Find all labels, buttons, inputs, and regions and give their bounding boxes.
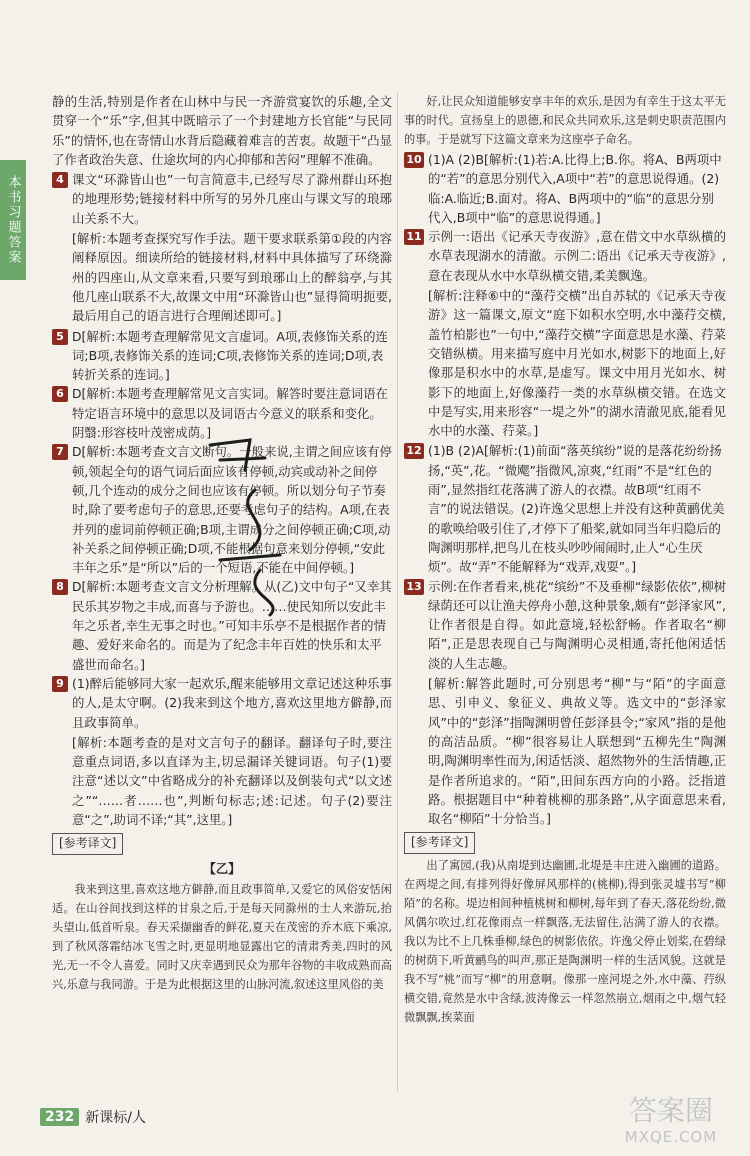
- answer-text: (1)B (2)A[解析:(1)前面“落英缤纷”说的是落花纷纷扬扬,“英”,花。“微飔”指微风,凉爽,“红雨”不是“红色的雨”,显然指红花落满了游人的衣襟。故B项“红雨不言”的说法错误。(2)许逸父思想上并没有这种黄鹂优美的歌唤给吸引住了,才停下了船桨,就如同当年归隐后的陶渊明那样,把鸟儿在枝头吵吵闹闹时,止人“心生厌烦”。故“弄”不能解释为“戏弄,戏耍”。]: [428, 443, 725, 575]
- page-footer: [40, 1107, 146, 1127]
- analysis-text: [解析:注释⑥中的“藻荇交横”出自苏轼的《记承天寺夜游》这一篇课文,原文“庭下如积水空明,水中藻荇交横,盖竹柏影也”一句中,“藻荇交横”字面意思是水藻、荇菜交错纵横。用来描写庭中月光如水,树影下的地面上,好像那是积水中的水草,是虚写。课文中用月光如水、树影下的地面上,好像藻荇一类的水草纵横交错。在选文中是写实,用来形容“一堤之外”的湖水清澈见底,能看见水中的水藻、荇菜。]: [428, 288, 726, 439]
- translation-continued: 好,让民众知道能够安享丰年的欢乐,是因为有幸生于这太平无事的时代。宣扬皇上的恩德,和民众共同欢乐,这是刺史职责范围内的事。于是就写下这篇文章来为这座亭子命名。: [404, 95, 726, 146]
- reference-translation-label: [参考译文]: [52, 833, 123, 854]
- answer-text: D[解析:本题考查文言文分析理解。从(乙)文中句子“又幸其民乐其岁物之丰成,而喜与予游也。……使民知所以安此丰年之乐者,幸生无事之时也。”可知丰乐亭不是根据作者的情趣、爱好来命名的。而是为了纪念丰年百姓的快乐和太平盛世而命名。]: [72, 579, 392, 672]
- answer-text: (1)A (2)B[解析:(1)若:A.比得上;B.你。将A、B两项中的“若”的意思分别代入,A项中“若”的意思说得通。(2)临:A.临近;B.面对。将A、B两项中的“临”的意思分别代入,B项中“临”的意思说得通。]: [428, 152, 722, 225]
- question-number: 9: [52, 676, 68, 692]
- analysis-text: [解析:本题考查探究写作手法。题干要求联系第①段的内容阐释原因。细读所给的链接材料,材料中具体描写了环绕滁州的四座山,从文章来看,只要写到琅琊山上的醉翁亭,与其他几座山联系不大,故课文中用“环滁皆山也”显得简明扼要,最后用自己的语言进行合理阐述即可。]: [72, 231, 392, 324]
- question-number: 5: [52, 329, 68, 345]
- intro-paragraph: 静的生活,特别是作者在山林中与民一齐游赏宴饮的乐趣,全文贯穿一个“乐”字,但其中既暗示了一个封建地方长官能“与民同乐”的情怀,也在寄情山水背后隐藏着难言的苦衷。故题干“凸显了作者政治失意、仕途坎坷的内心抑郁和苦闷”理解不准确。: [52, 94, 392, 167]
- question-12: [404, 441, 726, 576]
- question-body: [72, 170, 392, 326]
- question-7: [52, 442, 392, 577]
- question-13: [404, 577, 726, 830]
- left-column: [52, 92, 392, 995]
- right-column: [404, 92, 726, 1028]
- question-5: [52, 327, 392, 385]
- question-10: [404, 150, 726, 227]
- question-number: 8: [52, 579, 68, 595]
- watermark-url: MXQE.COM: [624, 1128, 718, 1146]
- answer-text: D[解析:本题考查文言文断句。一般来说,主谓之间应该有停顿,领起全句的语气词后面应该有停顿,动宾或动补之间停顿,几个连动的成分之间也应该有停顿。所以划分句子节奏时,除了要考虑句子的意思,还要考虑句子的结构。A项,在表并列的虚词前停顿正确;B项,主谓成分之间停顿正确;C项,动补关系之间停顿正确;D项,不能根据句意来划分停顿,“安此丰年之乐”是“所以”后的一个短语,不能在中间停顿。]: [72, 444, 392, 576]
- column-divider: [397, 92, 398, 1092]
- answer-text: 示例:在作者看来,桃花“缤纷”不及垂柳“绿影依依”,柳树绿荫还可以让渔夫停舟小憩,这种景象,颇有“彭泽家风”,让作者很是自得。如此意境,轻松舒畅。作者取名“柳陌”,正是思表现自己与陶渊明心灵相通,寄托他闲适恬淡的人生志趣。: [428, 578, 726, 671]
- analysis-text: [解析:本题考查的是对文言句子的翻译。翻译句子时,要注意重点词语,多以直译为主,切忌漏译关键词语。句子(1)要注意“述以文”中省略成分的补充翻译以及倒装句式“以文述之”“……者……也”,判断句标志;述:记述。句子(2)要注意“之”,助词不译;“其”,这里。]: [72, 734, 392, 827]
- question-number: 10: [404, 152, 424, 168]
- analysis-text: [解析:解答此题时,可分别思考“柳”与“陌”的字面意思、引申义、象征义、典故义等。选文中的“彭泽家风”中的“彭泽”指陶渊明曾任彭泽县令;“家风”指的是他的高洁品质。“柳”很容易让人联想到“五柳先生”陶渊明,陶渊明率性而为,闲适恬淡、超然物外的生活情趣,正是作者所追求的。“陌”,田间东西方向的小路。泛指道路。根据题目中“种着桃柳的那条路”,从字面意思来看,取名“柳陌”十分恰当。]: [428, 676, 726, 827]
- watermark-text: 答案圈: [628, 1094, 714, 1127]
- watermark-logo: [606, 1088, 736, 1148]
- series-label: 新课标/人: [85, 1110, 146, 1126]
- side-tab: 本书习题答案: [0, 160, 26, 280]
- section-title: 【乙】: [203, 860, 241, 876]
- question-6: [52, 384, 392, 442]
- question-8: [52, 577, 392, 673]
- question-9: [52, 674, 392, 830]
- answer-text: D[解析:本题考查理解常见文言虚词。A项,表修饰关系的连词;B项,表修饰关系的连词;C项,表修饰关系的连词;D项,表转折关系的连词。]: [72, 328, 388, 383]
- question-number: 6: [52, 386, 68, 402]
- question-body: [428, 577, 726, 830]
- translation-text: 我来到这里,喜欢这地方僻静,而且政事简单,又爱它的风俗安恬闲适。在山谷间找到这样的甘泉之后,于是每天同滁州的士人来游玩,抬头望山,低首听泉。春天采撷幽香的鲜花,夏天在茂密的乔木底下乘凉,到了秋风落霜结冰飞雪之时,更显明地显露出它的清肃秀美,四时的风光,无一不令人喜爱。同时又庆幸遇到民众为那年谷物的丰收成熟而高兴,乐意与我同游。于是为此根据这里的山脉河流,叙述这里风俗的美: [52, 882, 392, 991]
- page-number: 232: [40, 1108, 79, 1126]
- question-number: 12: [404, 443, 424, 459]
- question-body: [428, 227, 726, 441]
- answer-text: 示例一:语出《记承天寺夜游》,意在借文中水草纵横的水草表现湖水的清澈。示例二:语出《记承天寺夜游》,意在表现从水中水草纵横交错,柔美飘逸。: [428, 229, 726, 283]
- question-number: 11: [404, 229, 424, 245]
- translation-text: 出了寓园,(我)从南堤到达幽圃,北堤是丰庄进入幽圃的道路。在两堤之间,有排列得好像屏风那样的(桃柳),得到张灵墟书写“柳陌”的名称。堤边相间种植桃树和柳树,每年到了春天,落花纷纷,微风偶尔吹过,红花像雨点一样飘落,无法留住,沾满了游人的衣襟。我以为比不上几株垂柳,绿色的树影依依。许逸父停止划桨,在碧绿的树荫下,听黄鹂鸟的叫声,那正是陶渊明一样的生活风貌。这就是我不写“桃”而写“柳”的用意啊。像那一座河堤之外,水中藻、荇纵横交错,竟然是水中含绿,波涛像云一样忽然崩立,烟雨之中,烟气轻微飘飘,挨菜面: [404, 858, 726, 1024]
- answer-text: D[解析:本题考查理解常见文言实词。解答时要注意词语在特定语言环境中的意思以及词语古今意义的联系和变化。阴翳:形容枝叶茂密成荫。]: [72, 386, 388, 441]
- question-4: [52, 170, 392, 326]
- question-body: [72, 674, 392, 830]
- answer-text: (1)醉后能够同大家一起欢乐,醒来能够用文章记述这种乐事的人,是太守啊。(2)我来到这个地方,喜欢这里地方僻静,而且政事简单。: [72, 675, 392, 730]
- answer-text: 课文“环滁皆山也”一句言简意丰,已经写尽了滁州群山环抱的地理形势;链接材料中所写的另外几座山与课文写的琅琊山关系不大。: [72, 172, 392, 226]
- question-11: [404, 227, 726, 441]
- question-number: 4: [52, 172, 68, 188]
- reference-translation-label: [参考译文]: [404, 832, 475, 853]
- question-number: 13: [404, 579, 424, 595]
- question-number: 7: [52, 444, 68, 460]
